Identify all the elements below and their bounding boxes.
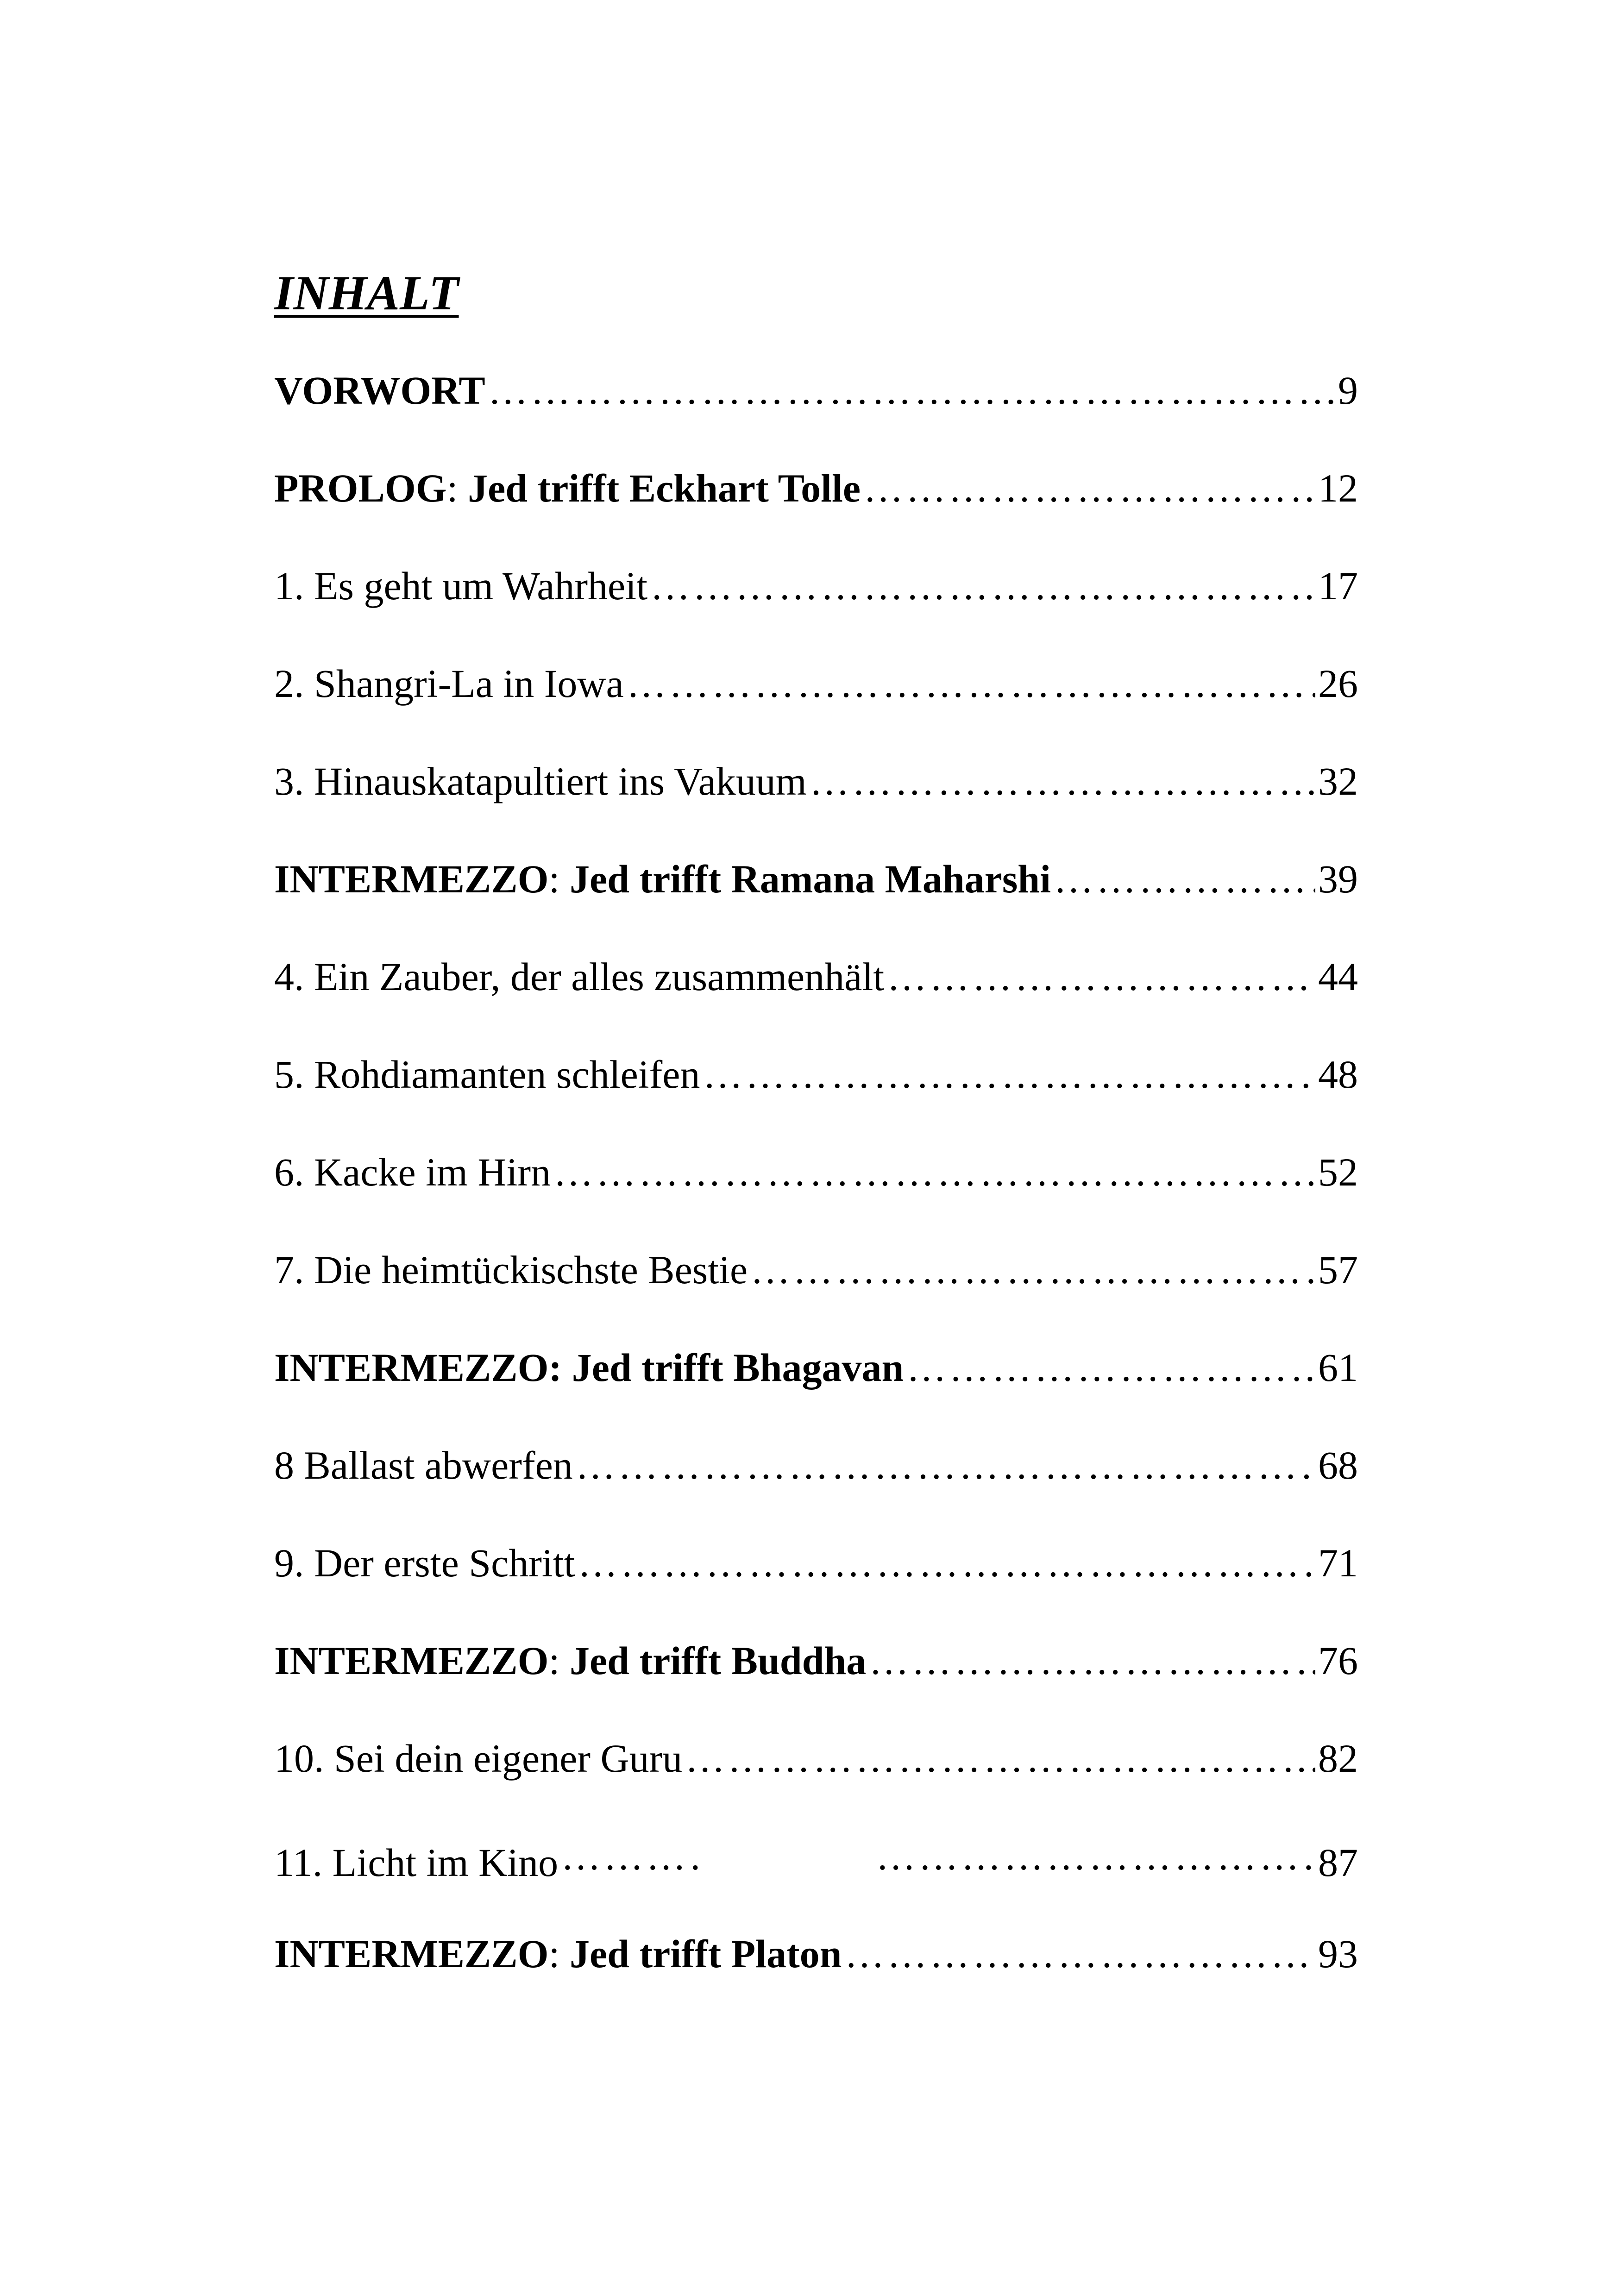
toc-entry-chapter: 8 Ballast abwerfen: [274, 1443, 573, 1487]
dot-leader: [906, 1348, 1315, 1387]
toc-entry-section: INTERMEZZO: [274, 1638, 549, 1683]
toc-page-number: 48: [1318, 1052, 1358, 1097]
toc-entry: [274, 1836, 1358, 1934]
dot-leader: [887, 957, 1315, 997]
toc-entry-title: [274, 1152, 551, 1192]
dot-leader: [576, 1445, 1315, 1485]
dot-leader: [650, 566, 1315, 606]
toc-entry-chapter: 5. Rohdiamanten schleifen: [274, 1052, 700, 1097]
toc-entry: [274, 1250, 1358, 1348]
toc-page-number: 52: [1318, 1150, 1358, 1194]
toc-entry: [274, 566, 1358, 664]
dot-leader: [869, 1641, 1315, 1681]
toc-page-number: 39: [1318, 857, 1358, 901]
toc-entry: [274, 661, 1358, 761]
toc-entry: [274, 1152, 1358, 1250]
toc-entry-title: [274, 1445, 573, 1485]
toc-entry-section: PROLOG: [274, 466, 447, 510]
toc-entry-chapter: 9. Der erste Schritt: [274, 1541, 575, 1585]
toc-page-number: 12: [1318, 466, 1358, 510]
toc-entry-chapter: 2. Shangri-La in Iowa: [274, 661, 624, 706]
toc-page-number: 93: [1318, 1932, 1358, 1976]
toc-entry-separator: :: [548, 1932, 570, 1976]
toc-entry: [274, 1345, 1358, 1445]
toc-page-number: 17: [1318, 564, 1358, 608]
toc-entry-title: [274, 1250, 748, 1290]
toc-entry: [274, 1638, 1358, 1738]
toc-entry-chapter: 7. Die heimtückischste Bestie: [274, 1248, 748, 1292]
toc-entry-title: [274, 1052, 700, 1097]
toc-entry-chapter: 1. Es geht um Wahrheit: [274, 564, 647, 608]
toc-title: INHALT: [274, 266, 459, 320]
toc-page-number: 76: [1318, 1638, 1358, 1683]
dot-leader: [553, 1152, 1315, 1192]
toc-page-number: 57: [1318, 1248, 1358, 1292]
toc-entry-heading: Jed trifft Platon: [569, 1932, 842, 1976]
dot-leader: [810, 761, 1315, 801]
toc-entry: [274, 761, 1358, 859]
table-of-contents: [274, 370, 1358, 2032]
toc-entry: [274, 1934, 1358, 2032]
toc-entry-separator: :: [446, 466, 468, 510]
toc-entry: [274, 1445, 1358, 1543]
toc-entry-heading: Jed trifft Ramana Maharshi: [569, 857, 1051, 901]
toc-entry-title: [274, 761, 807, 801]
toc-entry-section: INTERMEZZO: [274, 857, 549, 901]
toc-page-number: 87: [1318, 1840, 1358, 1885]
toc-page-number: 61: [1318, 1345, 1358, 1390]
toc-page-number: 9: [1338, 368, 1358, 413]
toc-entry: [274, 859, 1358, 957]
dot-leader: [703, 1054, 1315, 1094]
toc-entry: [274, 1738, 1358, 1836]
toc-page-number: 44: [1318, 954, 1358, 999]
toc-entry-section: VORWORT: [274, 368, 485, 413]
toc-page-number: 82: [1318, 1736, 1358, 1781]
toc-page-number: 26: [1318, 661, 1358, 706]
toc-entry-title: [274, 1840, 559, 1885]
toc-entry-separator: :: [548, 1638, 570, 1683]
dot-leader: [685, 1738, 1315, 1778]
toc-entry: [274, 468, 1358, 566]
toc-entry: [274, 1543, 1358, 1641]
dot-leader: [844, 1934, 1315, 1974]
toc-entry: [274, 954, 1358, 1054]
toc-entry-section: INTERMEZZO: Jed trifft Bhagavan: [274, 1345, 904, 1390]
toc-entry-section: INTERMEZZO: [274, 1932, 549, 1976]
toc-entry: [274, 370, 1358, 468]
toc-entry-title: [274, 1934, 842, 1974]
toc-entry-chapter: 11. Licht im Kino: [274, 1840, 559, 1885]
toc-entry-title: [274, 1543, 575, 1583]
toc-page-number: 71: [1318, 1541, 1358, 1585]
toc-entry-heading: Jed trifft Eckhart Tolle: [468, 466, 861, 510]
dot-leader: [750, 1250, 1315, 1290]
dot-leader: [561, 1836, 1315, 1876]
toc-entry-title: [274, 661, 624, 706]
dot-leader: [488, 370, 1335, 410]
toc-entry-chapter: 3. Hinauskatapultiert ins Vakuum: [274, 759, 807, 803]
dot-leader: [578, 1543, 1315, 1583]
toc-entry-title: [274, 1736, 683, 1781]
dot-leader: [1054, 859, 1315, 899]
toc-entry-heading: Jed trifft Buddha: [569, 1638, 867, 1683]
toc-entry-title: [274, 566, 647, 606]
toc-entry-separator: :: [548, 857, 570, 901]
toc-entry-chapter: 10. Sei dein eigener Guru: [274, 1736, 683, 1781]
dot-leader: [627, 664, 1315, 703]
toc-page-number: 32: [1318, 759, 1358, 803]
toc-entry-title: [274, 954, 885, 999]
toc-entry-chapter: 6. Kacke im Hirn: [274, 1150, 551, 1194]
toc-entry: [274, 1054, 1358, 1152]
toc-entry-title: [274, 1638, 867, 1683]
toc-entry-chapter: 4. Ein Zauber, der alles zusammenhält: [274, 954, 885, 999]
toc-page-number: 68: [1318, 1443, 1358, 1487]
toc-entry-title: [274, 1345, 904, 1390]
dot-leader: [863, 468, 1315, 508]
toc-entry-title: [274, 468, 861, 508]
toc-entry-title: [274, 368, 485, 413]
toc-entry-title: [274, 859, 1051, 899]
